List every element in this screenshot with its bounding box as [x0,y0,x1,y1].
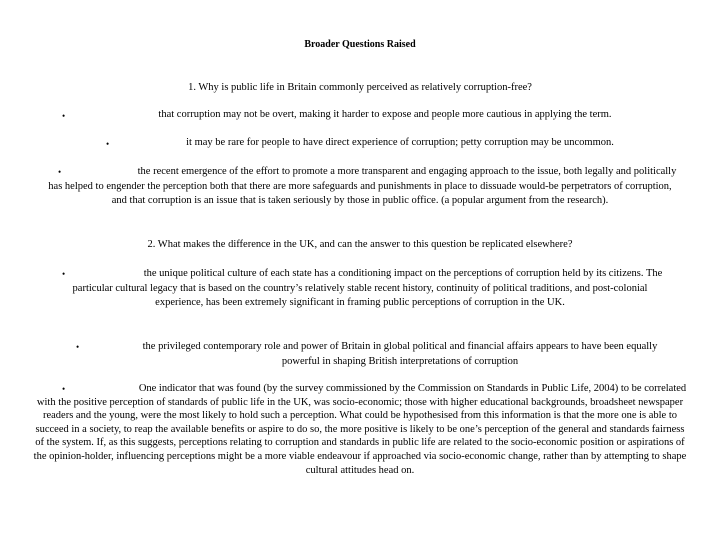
question-1-point-2: it may be rare for people to have direct experience of corruption; petty corruption may be uncommon. [186,137,614,148]
question-1-point-1: that corruption may not be overt, making it harder to expose and people more cautious in applying the term. [158,109,612,120]
question-2-point-2: the privileged contemporary role and power of Britain in global political and financial affairs appears to have been equally powerful in shaping British interpretations of corruption [142,341,658,367]
bullet-icon: • [58,167,62,177]
page-title: Broader Questions Raised [304,39,416,50]
bullet-icon: • [62,111,66,121]
bullet-icon: • [62,269,66,279]
bullet-icon: • [76,342,80,352]
question-1-heading: 1. Why is public life in Britain commonly perceived as relatively corruption-free? [188,82,532,93]
question-2-point-3: One indicator that was found (by the survey commissioned by the Commission on Standards in Public Life, 2004) to be correlated with the positive perception of standards of public life in the UK, was socio-economic; those with higher educational backgrounds, broadsheet newspaper readers and the young, were the most likely to hold such a perception. What could be hypothesised from this information is that the more one is able to succeed in a society, to reap the available benefits or aspire to do so, the more positive is likely to be one’s perception of the general and standards fairness of the system. If, as this suggests, perceptions relating to corruption and standards in public life are related to the socio-economic position or aspirations of the opinion-holder, influencing perceptions might be a more viable endeavour if approached via socio-economic change, rather than by attempting to shape cultural attitudes head on. [33,383,687,476]
question-2-heading: 2. What makes the difference in the UK, and can the answer to this question be replicated elsewhere? [147,239,573,250]
question-1-point-3: the recent emergence of the effort to promote a more transparent and engaging approach to the issue, both legally and politically has helped to engender the perception both that there are more safeguards and punishments in place to dissuade would-be perpetrators of corruption, and that corruption is an issue that is taken seriously by those in public office. (a popular argument from the research). [48,166,677,207]
question-2-point-1: the unique political culture of each state has a conditioning impact on the perceptions of corruption held by its citizens. The particular cultural legacy that is based on the country’s relatively stable recent history, continuity of political traditions, and post-colonial experience, has been extremely significant in framing public perceptions of corruption in the UK. [72,268,663,309]
bullet-icon: • [62,384,66,394]
bullet-icon: • [106,139,110,149]
